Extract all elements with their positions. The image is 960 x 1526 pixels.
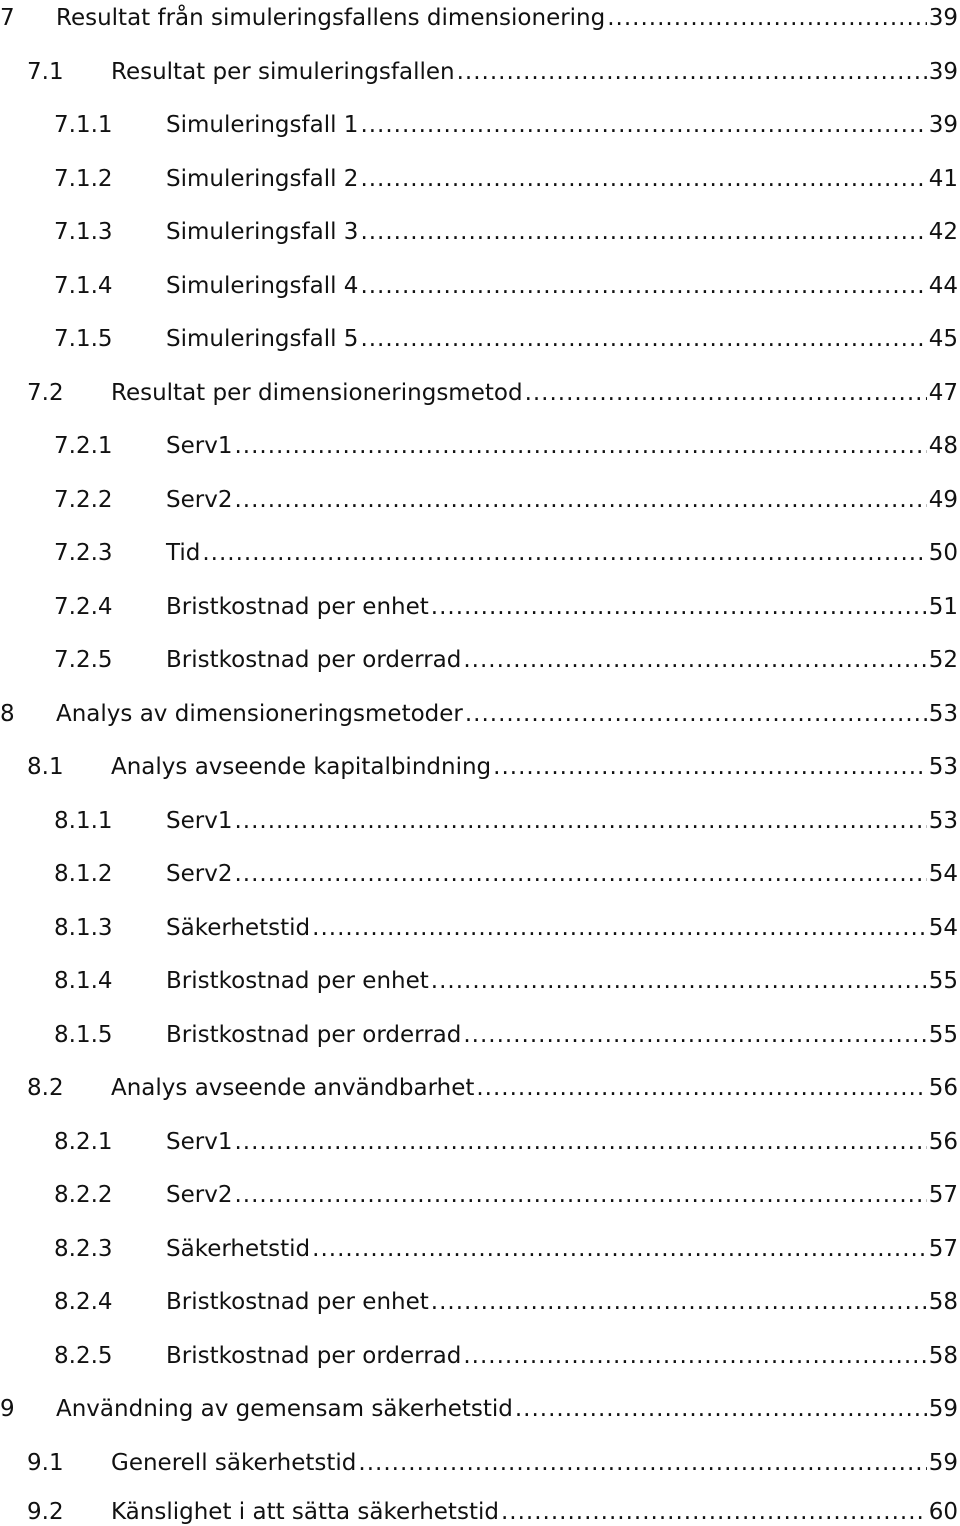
toc-entry-title: Säkerhetstid [166, 1235, 311, 1262]
toc-entry[interactable] [0, 367, 960, 407]
toc-dot-leader [312, 1235, 927, 1263]
toc-entry-title: Serv2 [166, 861, 233, 887]
toc-entry[interactable] [0, 848, 960, 888]
toc-dot-leader [463, 646, 926, 674]
toc-entry[interactable] [0, 1276, 960, 1316]
toc-entry[interactable] [0, 153, 960, 193]
toc-entry[interactable] [0, 0, 960, 32]
toc-entry-title: Serv1 [166, 433, 233, 459]
toc-entry-page: 59 [928, 1449, 958, 1476]
toc-entry-number: 9 [0, 1396, 15, 1422]
toc-dot-leader [234, 807, 926, 835]
toc-entry-page: 53 [928, 754, 958, 780]
toc-entry-page: 45 [928, 326, 958, 352]
toc-entry-number: 7.1.1 [54, 112, 113, 138]
toc-entry[interactable] [0, 688, 960, 728]
toc-dot-leader [234, 1128, 926, 1156]
toc-entry-page: 48 [928, 433, 958, 459]
toc-entry-number: 8.1.2 [54, 861, 113, 887]
toc-entry-title: Tid [166, 540, 201, 566]
toc-entry[interactable] [0, 1009, 960, 1049]
toc-entry[interactable] [0, 1223, 960, 1263]
toc-entry[interactable] [0, 206, 960, 246]
toc-entry-title: Analys avseende kapitalbindning [111, 754, 492, 780]
toc-entry-number: 7.2.3 [54, 540, 113, 566]
toc-entry-title: Resultat från simuleringsfallens dimensionering [56, 5, 606, 31]
toc-entry-page: 51 [928, 593, 958, 620]
toc-entry[interactable] [0, 902, 960, 942]
toc-dot-leader [463, 1342, 926, 1370]
toc-entry[interactable] [0, 1330, 960, 1370]
toc-entry-number: 7.2.4 [54, 593, 113, 620]
toc-entry-number: 8.1.3 [54, 914, 113, 941]
toc-entry-page: 50 [928, 540, 958, 566]
toc-entry[interactable] [0, 1169, 960, 1209]
toc-entry-page: 55 [928, 1021, 958, 1048]
toc-entry-number: 8.1.1 [54, 807, 113, 834]
toc-dot-leader [431, 1288, 927, 1316]
toc-entry-number: 8 [0, 700, 15, 727]
toc-entry-title: Analys av dimensioneringsmetoder [56, 700, 463, 727]
toc-entry-number: 9.1 [27, 1449, 64, 1476]
toc-entry-number: 8.2.1 [54, 1128, 113, 1155]
toc-entry-page: 57 [928, 1182, 958, 1208]
toc-entry-title: Användning av gemensam säkerhetstid [56, 1396, 513, 1422]
toc-entry-number: 7.2.1 [54, 433, 113, 459]
toc-dot-leader [312, 914, 927, 942]
toc-entry-title: Känslighet i att sätta säkerhetstid [111, 1499, 499, 1525]
toc-dot-leader [360, 325, 926, 353]
toc-entry[interactable] [0, 955, 960, 995]
toc-entry[interactable] [0, 527, 960, 567]
toc-entry[interactable] [0, 420, 960, 460]
toc-entry-page: 47 [928, 379, 958, 406]
toc-dot-leader [431, 593, 927, 621]
toc-entry-title: Analys avseende användbarhet [111, 1075, 475, 1101]
toc-entry-number: 8.2.4 [54, 1289, 113, 1315]
toc-dot-leader [465, 700, 927, 728]
toc-dot-leader [431, 967, 927, 995]
toc-entry-page: 49 [928, 486, 958, 513]
toc-entry-number: 8.2.3 [54, 1235, 113, 1262]
toc-entry[interactable] [0, 1486, 960, 1526]
toc-entry-title: Serv2 [166, 486, 233, 513]
toc-dot-leader [234, 432, 926, 460]
toc-entry[interactable] [0, 1383, 960, 1423]
toc-dot-leader [234, 1181, 926, 1209]
toc-entry-title: Simuleringsfall 2 [166, 165, 359, 192]
toc-entry-number: 7.2 [27, 379, 64, 406]
toc-entry-title: Resultat per simuleringsfallen [111, 58, 455, 85]
toc-entry-title: Bristkostnad per enhet [166, 968, 429, 994]
toc-entry-number: 8.1.4 [54, 968, 113, 994]
toc-dot-leader [476, 1074, 926, 1102]
toc-entry-page: 59 [928, 1396, 958, 1422]
toc-entry[interactable] [0, 795, 960, 835]
toc-entry-number: 7.1.2 [54, 165, 113, 192]
toc-entry-title: Bristkostnad per enhet [166, 1289, 429, 1315]
toc-entry-page: 41 [928, 165, 958, 192]
toc-dot-leader [463, 1021, 926, 1049]
toc-dot-leader [360, 165, 926, 193]
toc-entry-number: 7.1 [27, 58, 64, 85]
toc-entry[interactable] [0, 581, 960, 621]
toc-dot-leader [607, 4, 926, 32]
toc-dot-leader [234, 486, 926, 514]
toc-dot-leader [457, 58, 927, 86]
toc-entry-page: 53 [928, 807, 958, 834]
toc-entry-page: 56 [928, 1128, 958, 1155]
toc-entry-page: 57 [928, 1235, 958, 1262]
toc-entry-page: 52 [928, 647, 958, 673]
toc-entry[interactable] [0, 741, 960, 781]
toc-entry-number: 7.1.3 [54, 219, 113, 245]
toc-entry[interactable] [0, 99, 960, 139]
toc-dot-leader [525, 379, 927, 407]
toc-entry-title: Bristkostnad per enhet [166, 593, 429, 620]
toc-entry-title: Generell säkerhetstid [111, 1449, 357, 1476]
toc-entry-title: Serv1 [166, 807, 233, 834]
toc-dot-leader [360, 111, 926, 139]
toc-entry-number: 8.2.2 [54, 1182, 113, 1208]
toc-entry[interactable] [0, 313, 960, 353]
toc-entry-title: Serv1 [166, 1128, 233, 1155]
toc-entry-page: 39 [928, 58, 958, 85]
toc-entry-page: 54 [928, 861, 958, 887]
toc-dot-leader [358, 1449, 926, 1477]
toc-entry-page: 54 [928, 914, 958, 941]
toc-entry-title: Simuleringsfall 3 [166, 219, 359, 245]
toc-entry-page: 53 [928, 700, 958, 727]
toc-entry-page: 58 [928, 1289, 958, 1315]
toc-entry[interactable] [0, 1437, 960, 1477]
toc-entry-number: 7.2.2 [54, 486, 113, 513]
toc-entry-title: Serv2 [166, 1182, 233, 1208]
toc-dot-leader [515, 1395, 927, 1423]
toc-entry-number: 8.1 [27, 754, 64, 780]
toc-entry-number: 8.2.5 [54, 1342, 113, 1369]
toc-entry-title: Bristkostnad per orderrad [166, 1021, 462, 1048]
toc-entry-number: 8.2 [27, 1075, 64, 1101]
toc-entry[interactable] [0, 1062, 960, 1102]
toc-entry[interactable] [0, 46, 960, 86]
toc-dot-leader [360, 218, 926, 246]
toc-entry-title: Bristkostnad per orderrad [166, 1342, 462, 1369]
toc-entry-number: 9.2 [27, 1499, 64, 1525]
toc-entry-title: Simuleringsfall 1 [166, 112, 359, 138]
toc-entry-number: 7.1.5 [54, 326, 113, 352]
toc-dot-leader [234, 860, 926, 888]
toc-entry[interactable] [0, 634, 960, 674]
toc-entry-page: 56 [928, 1075, 958, 1101]
toc-entry-page: 55 [928, 968, 958, 994]
toc-entry-page: 58 [928, 1342, 958, 1369]
toc-entry[interactable] [0, 260, 960, 300]
toc-entry-title: Simuleringsfall 4 [166, 272, 359, 299]
toc-entry-page: 39 [928, 5, 958, 31]
toc-entry[interactable] [0, 474, 960, 514]
toc-dot-leader [202, 539, 926, 567]
toc-entry-page: 39 [928, 112, 958, 138]
toc-dot-leader [360, 272, 926, 300]
toc-entry-page: 44 [928, 272, 958, 299]
toc-dot-leader [493, 753, 927, 781]
toc-entry-title: Resultat per dimensioneringsmetod [111, 379, 523, 406]
toc-entry-page: 42 [928, 219, 958, 245]
toc-entry-title: Simuleringsfall 5 [166, 326, 359, 352]
toc-entry-page: 60 [928, 1499, 958, 1525]
toc-entry-number: 7.1.4 [54, 272, 113, 299]
toc-entry-title: Bristkostnad per orderrad [166, 647, 462, 673]
toc-entry-number: 8.1.5 [54, 1021, 113, 1048]
toc-dot-leader [501, 1498, 927, 1526]
toc-entry-number: 7 [0, 5, 15, 31]
toc-entry-number: 7.2.5 [54, 647, 113, 673]
toc-entry[interactable] [0, 1116, 960, 1156]
toc-entry-title: Säkerhetstid [166, 914, 311, 941]
